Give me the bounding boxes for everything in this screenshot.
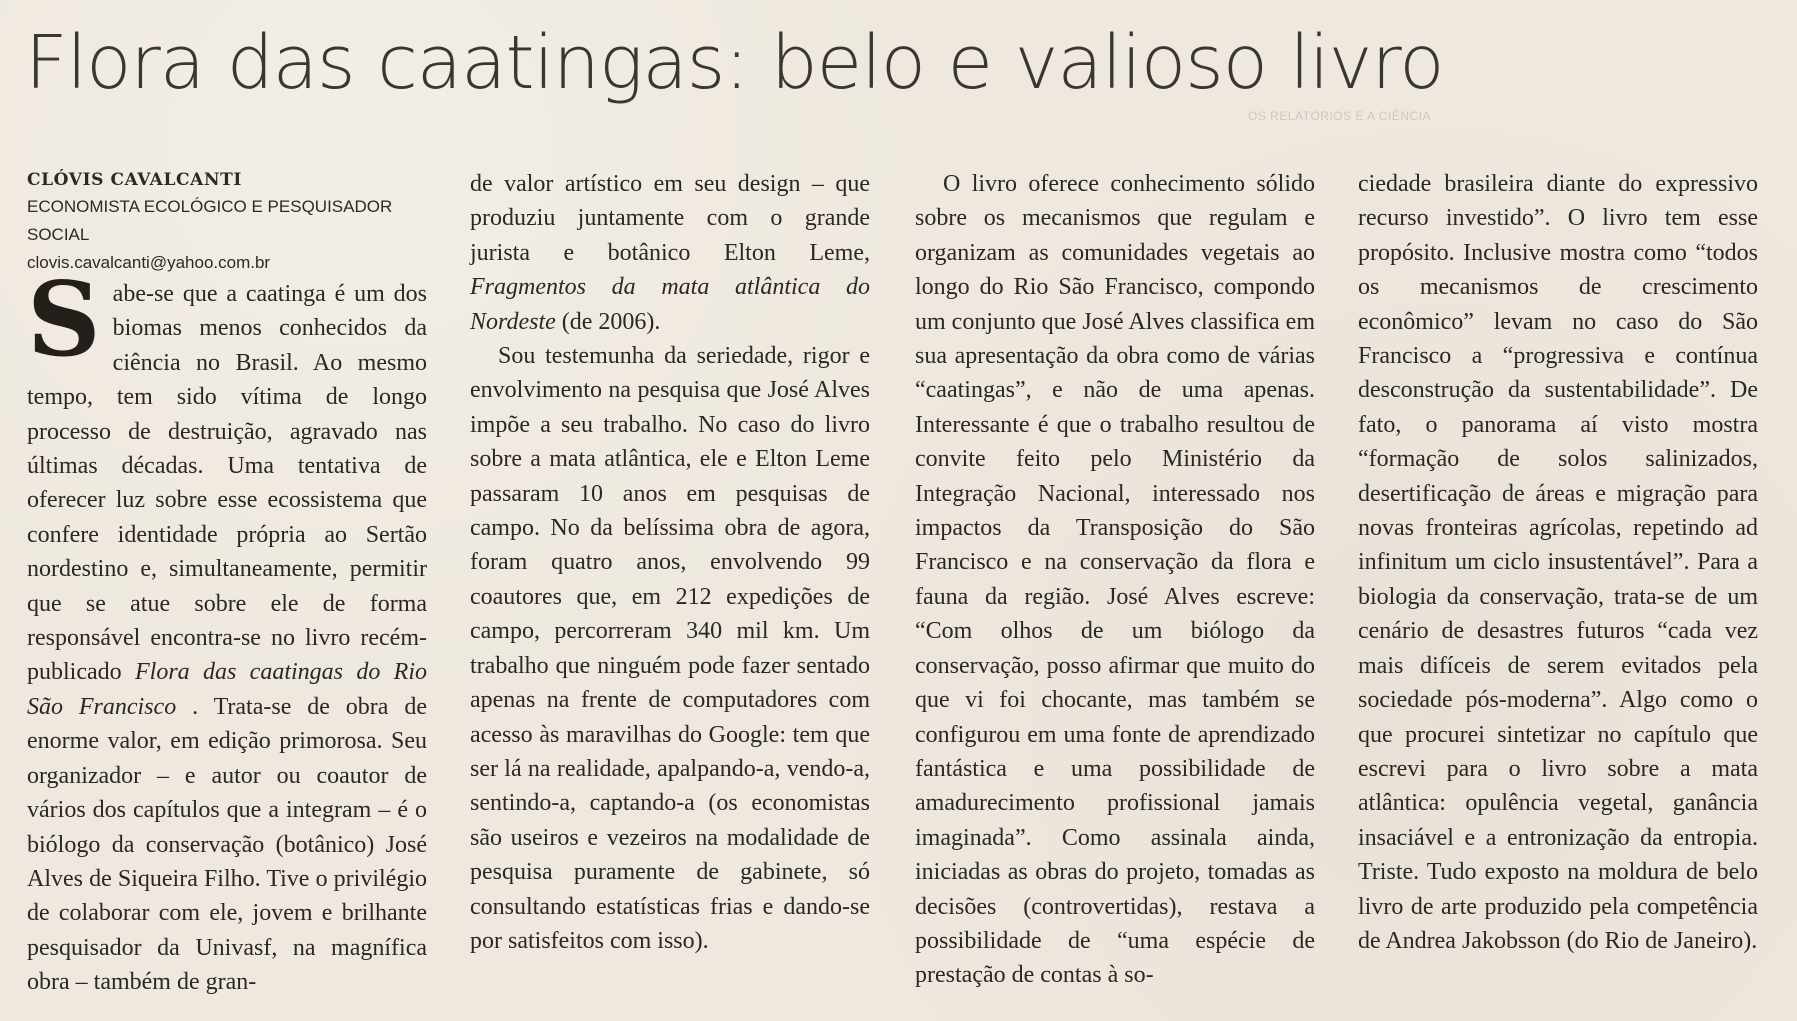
paragraph: O livro oferece conhecimento sólido sobre os mecanismos que regulam e organizam as comunidades vegetais ao longo do Rio São Francisco, compondo um conjunto que José Alves classifica em sua apresentação da obra como de várias “caatingas”, e não de uma apenas. Interessante é que o trabalho resultou de convite feito pelo Ministério da Integração Nacional, interessado nos impactos da Transposição do São Francisco e na conservação da flora e fauna da região. José Alves escreve: “Com olhos de um biólogo da conservação, posso afirmar que muito do que vi foi chocante, mas também se configurou em uma fonte de aprendizado fantástica e uma possibilidade de amadurecimento profissional jamais imaginada”. Como assinala ainda, iniciadas as obras do projeto, tomadas as decisões (controvertidas), restava a possibilidade de “uma espécie de prestação de contas à so- (915, 171, 1315, 989)
paragraph-text: . Trata-se de obra de enorme valor, em edição primorosa. Seu organizador – e autor ou coautor de vários dos capítulos que a integram – é o biólogo da conservação (botânico) José Alves de Siqueira Filho. Tive o privilégio de colaborar com ele, jovem e brilhante pesquisador da Univasf, na magnífica obra – também de gran- (27, 693, 428, 996)
paragraph-text: (de 2006). (561, 308, 661, 335)
paragraph-text: abe-se que a caatinga é um dos biomas menos conhecidos da ciência no Brasil. Ao mesmo tempo, tem sido vítima de longo processo de destruição, agravado nas últimas décadas. Uma tentativa de oferecer luz sobre esse ecossistema que confere identidade própria ao Sertão nordestino e, simultaneamente, permitir que se atue sobre ele de forma responsável encontra-se no livro recém-publicado (27, 281, 427, 686)
drop-cap: S (27, 260, 101, 380)
article-column-2 (470, 167, 870, 1002)
headline: Flora das caatingas: belo e valioso livro (25, 20, 1444, 106)
book-title: Flora das caatingas do Rio São Francisco (27, 659, 427, 720)
author-role: ECONOMISTA ECOLÓGICO E PESQUISADOR SOCIAL (27, 197, 393, 244)
show-through-text: OS RELATÓRIOS E A CIÊNCIA (1248, 109, 1431, 123)
author-name: CLÓVIS CAVALCANTI (27, 170, 242, 190)
paragraph-text: de valor artístico em seu design – que produziu juntamente com o grande jurista e botânico Elton Leme, (470, 171, 870, 266)
paragraph: ciedade brasileira diante do expressivo recurso investido”. O livro tem esse propósito. Inclusive mostra como “todos os mecanismos de crescimento econômico” levam no caso do São Francisco a “progressiva e contínua desconstrução da sustentabilidade”. De fato, o panorama aí visto mostra “formação de solos salinizados, desertificação de áreas e migração para novas fronteiras agrícolas, repetindo ad infinitum um ciclo insustentável”. Para a biologia da conservação, trata-se de um cenário de desastres futuros “cada vez mais difíceis de serem evitados pela sociedade pós-moderna”. Algo como o que procurei sintetizar no capítulo que escrevi para o livro sobre a mata atlântica: opulência vegetal, ganância insaciável e a entronização da entropia. Triste. Tudo exposto na moldura de belo livro de arte produzido pela competência de Andrea Jakobsson (do Rio de Janeiro). (1358, 171, 1758, 954)
paragraph: Sou testemunha da seriedade, rigor e envolvimento na pesquisa que José Alves impõe a seu trabalho. No caso do livro sobre a mata atlântica, ele e Elton Leme passaram 10 anos em pesquisas de campo. No da belíssima obra de agora, foram quatro anos, envolvendo 99 coautores que, em 212 expedições de campo, percorreram 340 mil km. Um trabalho que ninguém pode fazer sentado apenas na frente de computadores com acesso às maravilhas do Google: tem que ser lá na realidade, apalpando-a, vendo-a, sentindo-a, captando-a (os economistas são useiros e vezeiros na modalidade de pesquisa puramente de gabinete, só consultando estatísticas frias e dando-se por satisfeitos com isso). (470, 343, 870, 954)
article-column-4 (1358, 167, 1758, 1002)
author-email: clovis.cavalcanti@yahoo.com.br (27, 253, 271, 272)
article-column-3 (915, 167, 1315, 1002)
book-title: Fragmentos da mata atlântica do Nordeste (470, 274, 870, 335)
paragraph (470, 167, 870, 339)
